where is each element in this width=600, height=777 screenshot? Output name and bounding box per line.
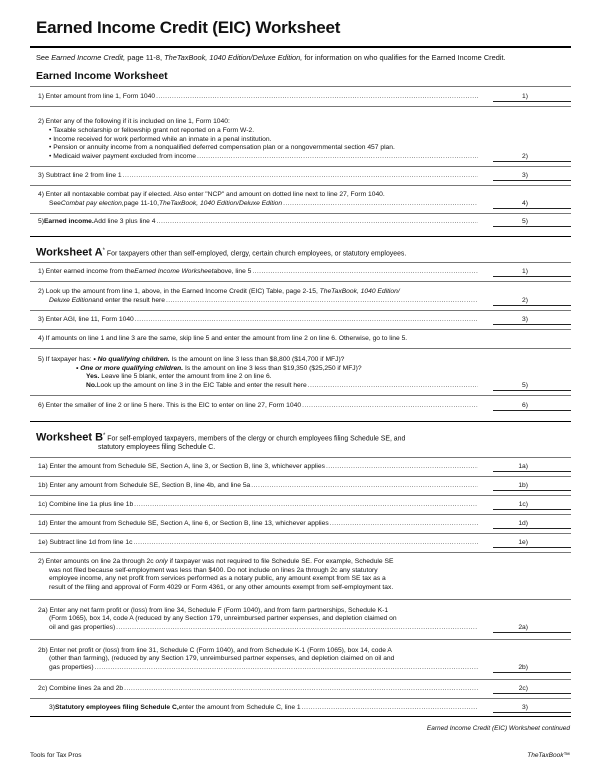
earned-line-5-field[interactable]: [493, 225, 571, 227]
worksheet-a-line-2-field[interactable]: [493, 304, 571, 306]
worksheet-b-line-2b: 2b) Enter net profit or (loss) from line 31, Schedule C (Form 1040), and from Schedule K-1 (Form 1065), box 14, code A (other than farming), (reduced by any Section 179, unreimbursed partner expenses, and depletion claimed on oil and gas properties) ..... 2b): [38, 643, 572, 673]
page-title: Earned Income Credit (EIC) Worksheet: [36, 18, 341, 37]
worksheet-a-line-1: 1) Enter earned income from the Earned Income Worksheet above, line 5 ..... 1): [38, 266, 572, 277]
footer-left: Tools for Tax Pros: [30, 752, 82, 759]
footer-right: TheTaxBook™: [527, 752, 570, 759]
earned-line-2-field[interactable]: [493, 160, 571, 162]
worksheet-b-line-1d-field[interactable]: [493, 527, 571, 529]
worksheet-b-line-1a: 1a) Enter the amount from Schedule SE, Section A, line 3, or Section B, line 3, whichever applies ..... 1a): [38, 461, 572, 472]
divider: [30, 457, 571, 458]
worksheet-a-line-1-field[interactable]: [493, 275, 571, 277]
worksheet-b-line-1d: 1d) Enter the amount from Schedule SE, Section A, line 6, or Section B, line 13, whichever applies ..... 1d): [38, 518, 572, 529]
divider: [30, 348, 571, 349]
earned-line-3-field[interactable]: [493, 179, 571, 181]
section-divider: [30, 716, 571, 717]
worksheet-b-line-2a: 2a) Enter any net farm profit or (loss) from line 34, Schedule F (Form 1040), and from farm partnerships, Schedule K-1 (Form 1065), box 14, code A (reduced by any Section 179, unreimbursed partner expenses, and depletion claimed on oil and gas properties) ..... 2a): [38, 603, 572, 633]
continued-note: Earned Income Credit (EIC) Worksheet continued: [426, 725, 570, 732]
worksheet-a-line-5-field[interactable]: [493, 389, 571, 391]
worksheet-b-line-2-instructions: 2) Enter amounts on line 2a through 2c only if taxpayer was not required to file Schedule SE. For example, Schedule SE was not filed because self-employment was less than $400. Do not include on lines 2a through 2c any statutory employee income, any net profit from services performed as a notary public, any amount exempt from SE tax as a result of the filing and approval of Form 4029 or Form 4361, or any other amounts exempt from self-employment tax.: [38, 557, 394, 592]
worksheet-b-line-1e-field[interactable]: [493, 546, 571, 548]
worksheet-b-line-2b-field[interactable]: [493, 671, 571, 673]
divider: [30, 106, 571, 107]
worksheet-b-line-1c: 1c) Combine line 1a plus line 1b ..... 1c): [38, 499, 572, 510]
divider: [30, 281, 571, 282]
divider: [30, 552, 571, 553]
worksheet-b-line-2c-field[interactable]: [493, 692, 571, 694]
earned-income-worksheet-heading: Earned Income Worksheet: [36, 70, 168, 82]
section-divider: [30, 236, 571, 237]
divider: [30, 213, 571, 214]
divider: [30, 495, 571, 496]
worksheet-a-line-5: 5) If taxpayer has: • No qualifying children. Is the amount on line 3 less than $8,800 ($14,700 if MFJ)? • One or more qualifying children. Is the amount on line 3 less than $19,350 ($25,250 if MFJ)? Yes. Leave line 5 blank, enter the amount from line 2 on line 6. No. Look up the amount on line 3 in the EIC Table and enter the result here ..... 5): [38, 351, 572, 391]
worksheet-b-line-1b-field[interactable]: [493, 489, 571, 491]
divider: [30, 185, 571, 186]
divider: [30, 514, 571, 515]
earned-line-5: 5) Earned income. Add line 3 plus line 4 ..... 5): [38, 216, 572, 227]
worksheet-b-line-1c-field[interactable]: [493, 508, 571, 510]
divider: [30, 476, 571, 477]
worksheet-b-line-3-field[interactable]: [493, 711, 571, 713]
worksheet-a-heading: Worksheet A* For taxpayers other than self-employed, clergy, certain church employees, or statutory employees.: [36, 246, 407, 259]
worksheet-b-line-1a-field[interactable]: [493, 470, 571, 472]
divider: [30, 698, 571, 699]
divider: [30, 533, 571, 534]
worksheet-b-line-2a-field[interactable]: [493, 631, 571, 633]
worksheet-b-line-1b: 1b) Enter any amount from Schedule SE, Section B, line 4b, and line 5a ..... 1b): [38, 480, 572, 491]
divider: [30, 262, 571, 263]
divider: [30, 599, 571, 600]
intro-text: See Earned Income Credit, page 11-8, TheTaxBook, 1040 Edition/Deluxe Edition, for information on who qualifies for the Earned Income Credit.: [36, 53, 506, 62]
worksheet-a-line-3: 3) Enter AGI, line 11, Form 1040 ..... 3): [38, 314, 572, 325]
worksheet-a-line-4: 4) If amounts on line 1 and line 3 are the same, skip line 5 and enter the amount from line 2 on line 6. Otherwise, go to line 5.: [38, 335, 408, 343]
divider: [30, 395, 571, 396]
earned-line-3: 3) Subtract line 2 from line 1 ..... 3): [38, 170, 572, 181]
worksheet-b-line-2c: 2c) Combine lines 2a and 2b ..... 2c): [38, 683, 572, 694]
worksheet-a-line-6-field[interactable]: [493, 409, 571, 411]
title-rule: [30, 46, 571, 48]
section-divider: [30, 421, 571, 422]
divider: [30, 679, 571, 680]
earned-line-1: 1) Enter amount from line 1, Form 1040 ..... 1): [38, 91, 572, 102]
divider: [30, 639, 571, 640]
earned-line-4: 4) Enter all nontaxable combat pay if elected. Also enter "NCP" and amount on dotted line next to line 27, Form 1040. See Combat pay election, page 11-10, TheTaxBook, 1040 Edition/Deluxe Edition ..... 4): [38, 188, 572, 209]
earned-line-1-field[interactable]: [493, 100, 571, 102]
worksheet-a-line-2: 2) Look up the amount from line 1, above, in the Earned Income Credit (EIC) Table, page 2-15, TheTaxBook, 1040 Edition/ Deluxe Edition and enter the result here ..... 2): [38, 285, 572, 306]
worksheet-b-line-3: 3) Statutory employees filing Schedule C, enter the amount from Schedule C, line 1 ..... 3): [38, 702, 572, 713]
worksheet-b-line-1e: 1e) Subtract line 1d from line 1c ..... 1e): [38, 537, 572, 548]
divider: [30, 86, 571, 87]
worksheet-a-line-6: 6) Enter the smaller of line 2 or line 5 here. This is the EIC to enter on line 27, Form 1040 ..... 6): [38, 400, 572, 411]
divider: [30, 310, 571, 311]
earned-line-2: 2) Enter any of the following if it is included on line 1, Form 1040: • Taxable scholarship or fellowship grant not reported on a Form W-2. • Income received for work performed while an inmate in a penal institution. • Pension or annuity income from a nonqualified deferred compensation plan or a nongovernmental section 457 plan. • Medicaid waiver payment excluded from income ..... 2): [38, 108, 572, 162]
divider: [30, 329, 571, 330]
worksheet-b-heading: Worksheet B* For self-employed taxpayers, members of the clergy or church employees filing Schedule SE, and statutory employees filing Schedule C.: [36, 431, 406, 451]
divider: [30, 166, 571, 167]
worksheet-a-line-3-field[interactable]: [493, 323, 571, 325]
earned-line-4-field[interactable]: [493, 207, 571, 209]
